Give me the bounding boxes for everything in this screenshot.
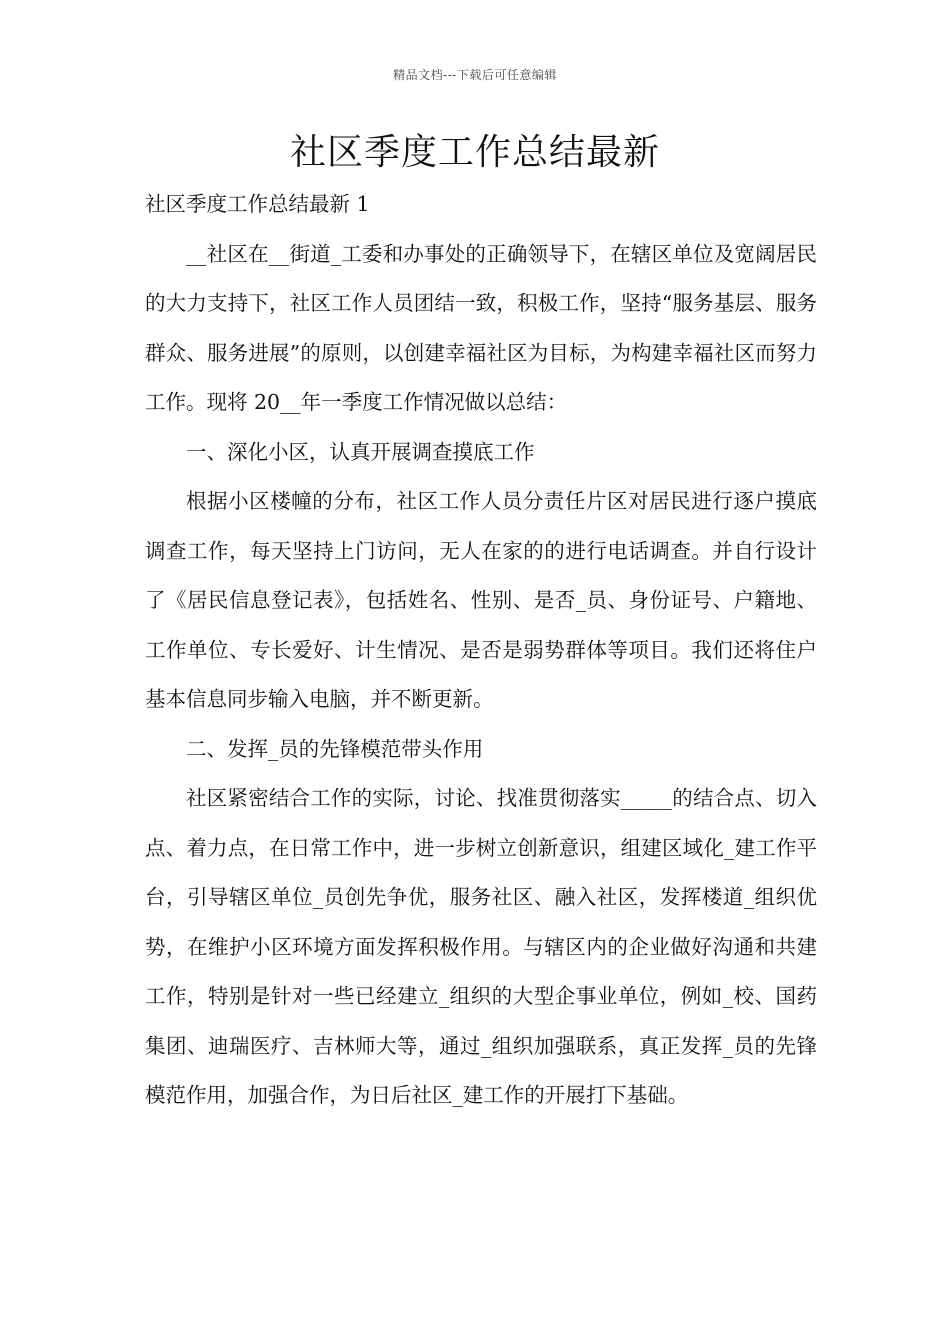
section-heading-2: 二、发挥_员的先锋模范带头作用 (186, 736, 484, 761)
document-body (145, 180, 817, 1121)
document-subtitle: 社区季度工作总结最新 1 (145, 192, 370, 216)
document-title: 社区季度工作总结最新 (289, 132, 660, 173)
section-heading-1: 一、深化小区，认真开展调查摸底工作 (186, 439, 535, 464)
paragraph-survey: 根据小区楼幢的分布，社区工作人员分责任片区对居民进行逐户摸底调查工作，每天坚持上门访问，无人在家的的进行电话调查。并自行设计了《居民信息登记表》，包括姓名、性别、是否_员、身份证号、户籍地、工作单位、专长爱好、计生情况、是否是弱势群体等项目。我们还将住户基本信息同步输入电脑，并不断更新。 (145, 489, 817, 711)
header-note: 精品文档---下载后可任意编辑 (393, 68, 557, 82)
paragraph-pioneer: 社区紧密结合工作的实际，讨论、找准贯彻落实_____的结合点、切入点、着力点，在日常工作中，进一步树立创新意识，组建区域化_建工作平台，引导辖区单位_员创先争优，服务社区、融入社区，发挥楼道_组织优势，在维护小区环境方面发挥积极作用。与辖区内的企业做好沟通和共建工作，特别是针对一些已经建立_组织的大型企事业单位，例如_校、国药集团、迪瑞医疗、吉林师大等，通过_组织加强联系，真正发挥_员的先锋模范作用，加强合作，为日后社区_建工作的开展打下基础。 (145, 786, 817, 1107)
paragraph-intro: __社区在__街道_工委和办事处的正确领导下，在辖区单位及宽阔居民的大力支持下，社区工作人员团结一致，积极工作，坚持“服务基层、服务群众、服务进展”的原则，以创建幸福社区为目标，为构建幸福社区而努力工作。现将 20__年一季度工作情况做以总结： (145, 241, 817, 414)
